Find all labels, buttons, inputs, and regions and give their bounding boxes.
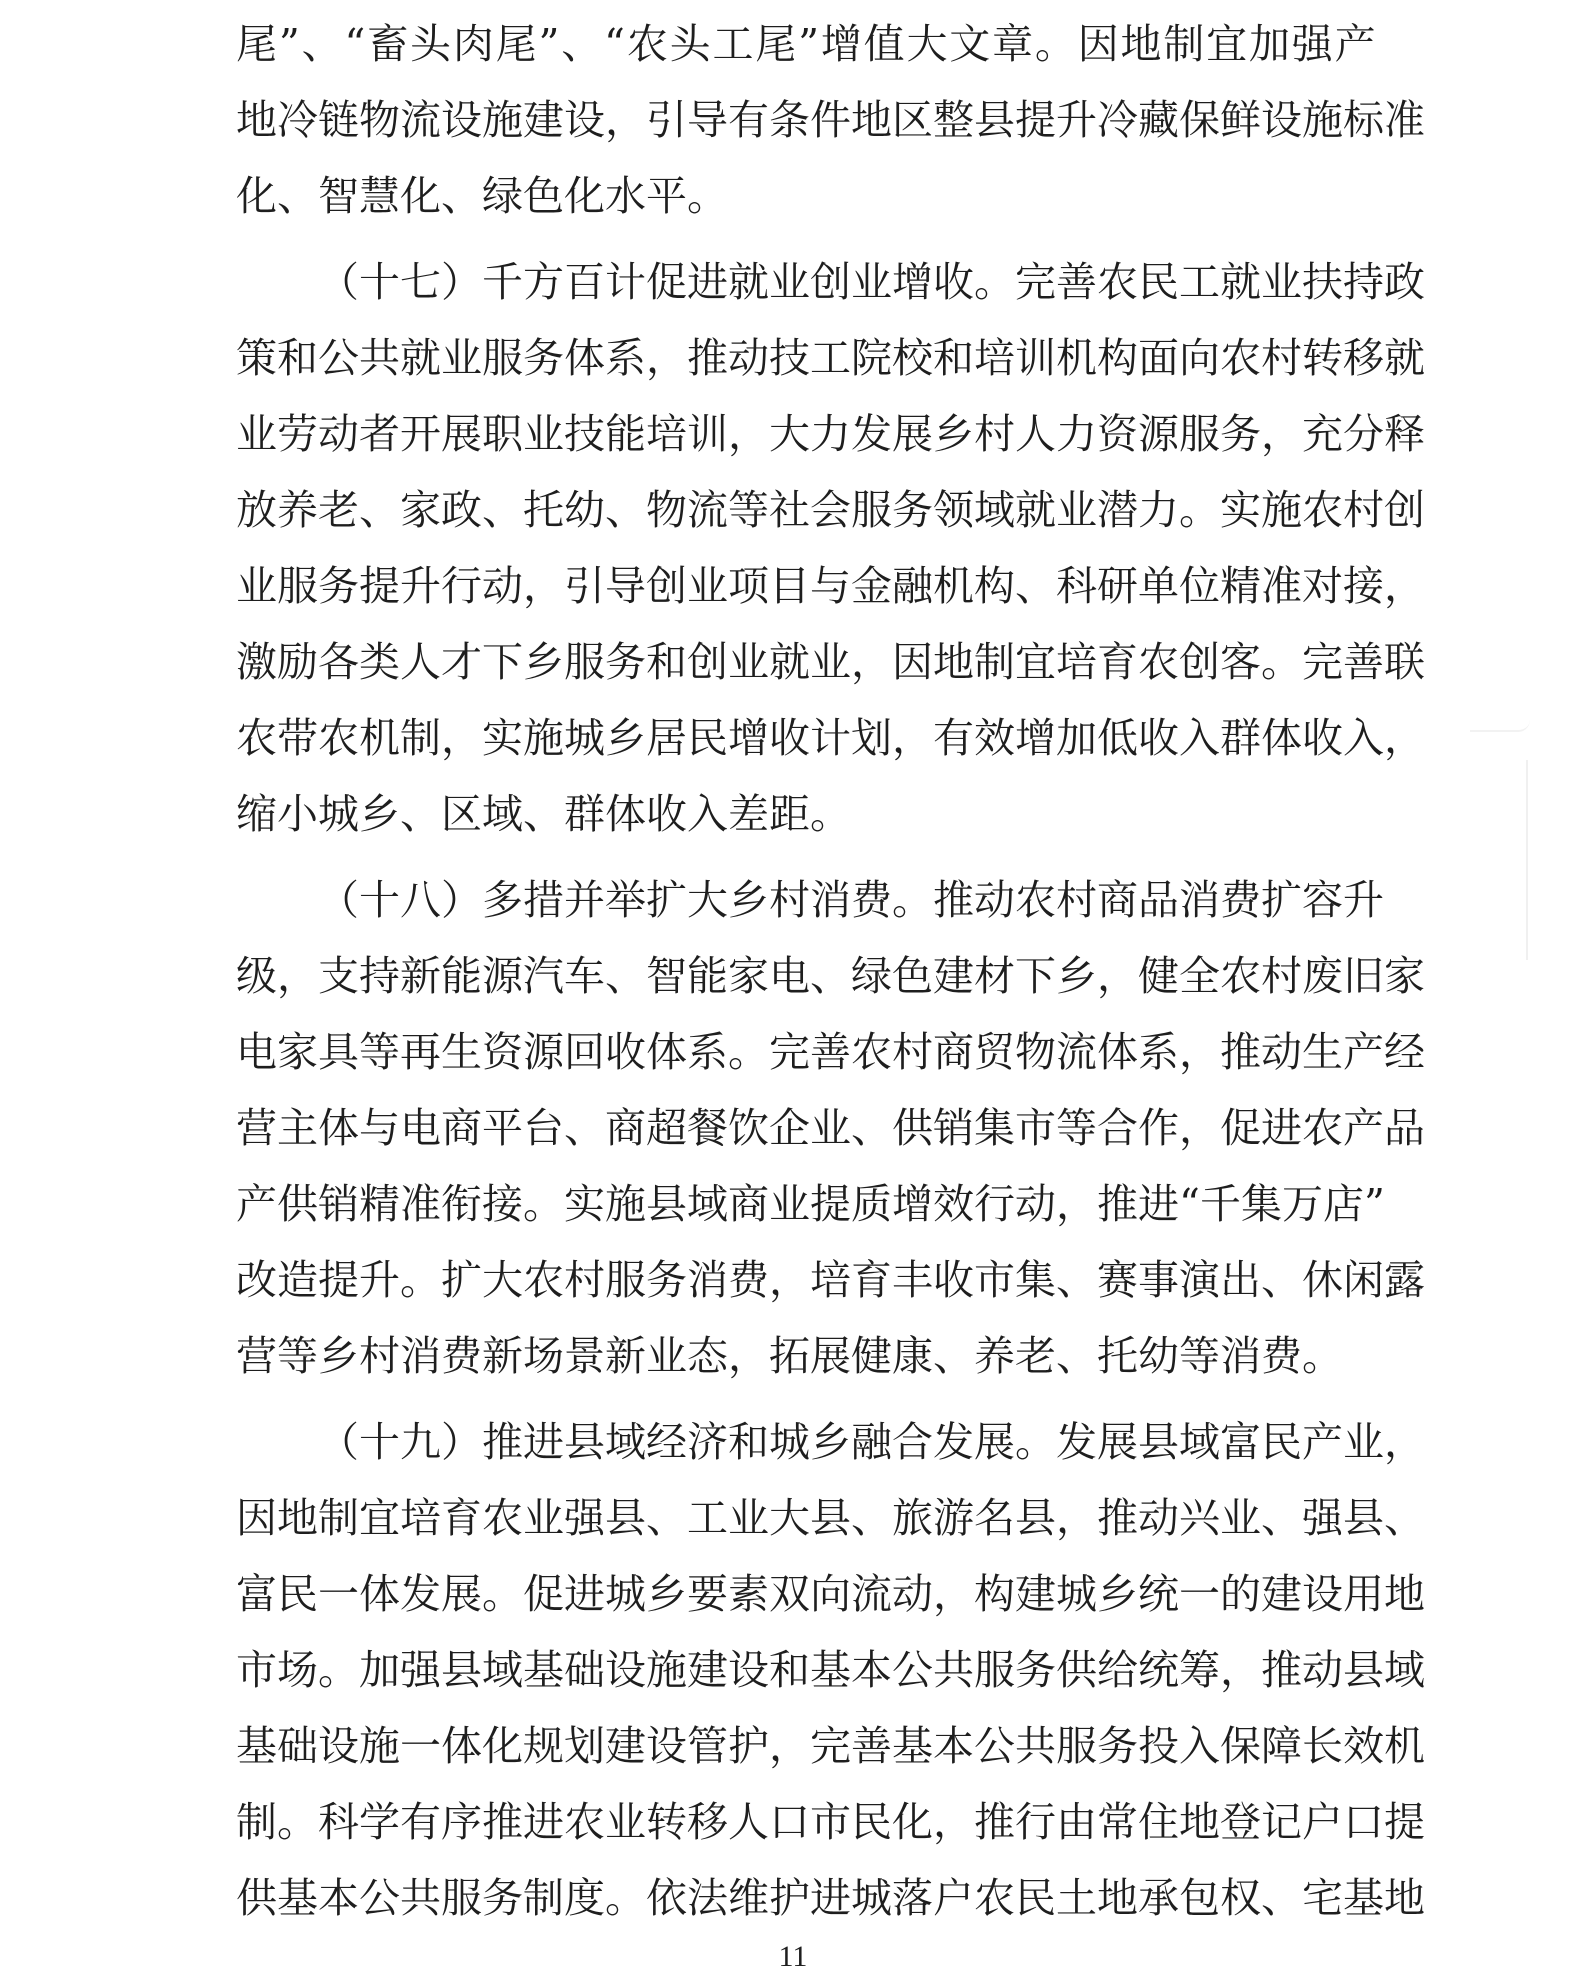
page-number: 11 [778,1940,808,1973]
text-line: 改 造 提 升 。 扩 大 农 村 服 务 消 费 ， 培 育 丰 收 市 集 、 赛 事 演 出 、 休 闲 露 [236,1256,1425,1304]
text-line: 产 供 销 精 准 衔 接 。 实 施 县 域 商 业 提 质 增 效 行 动 ， 推 进 “ 千 集 万 店 ” [236,1180,1385,1228]
text-line: 策 和 公 共 就 业 服 务 体 系 ， 推 动 技 工 院 校 和 培 训 机 构 面 向 农 村 转 移 就 [236,334,1425,382]
text-line: 化 、 智 慧 化 、 绿 色 化 水 平 。 [236,172,728,220]
text-line: 农 带 农 机 制 ， 实 施 城 乡 居 民 增 收 计 划 ， 有 效 增 加 低 收 入 群 体 收 入 ， [236,714,1425,762]
text-line: 因 地 制 宜 培 育 农 业 强 县 、 工 业 大 县 、 旅 游 名 县 ， 推 动 兴 业 、 强 县 、 [236,1494,1425,1542]
edge-shadow [1470,690,1530,732]
text-line: 富 民 一 体 发 展 。 促 进 城 乡 要 素 双 向 流 动 ， 构 建 城 乡 统 一 的 建 设 用 地 [236,1570,1425,1618]
text-line: 级 ， 支 持 新 能 源 汽 车 、 智 能 家 电 、 绿 色 建 材 下 乡 ， 健 全 农 村 废 旧 家 [236,952,1425,1000]
text-line: 营 等 乡 村 消 费 新 场 景 新 业 态 ， 拓 展 健 康 、 养 老 、 托 幼 等 消 费 。 [236,1332,1343,1380]
edge-shadow-line [1526,760,1528,960]
text-line: （ 十 八 ） 多 措 并 举 扩 大 乡 村 消 费 。 推 动 农 村 商 品 消 费 扩 容 升 [318,876,1384,924]
text-line: 供 基 本 公 共 服 务 制 度 。 依 法 维 护 进 城 落 户 农 民 土 地 承 包 权 、 宅 基 地 [236,1874,1425,1922]
text-line: 营 主 体 与 电 商 平 台 、 商 超 餐 饮 企 业 、 供 销 集 市 等 合 作 ， 促 进 农 产 品 [236,1104,1425,1152]
text-line: 尾 ” 、 “ 畜 头 肉 尾 ” 、 “ 农 头 工 尾 ” 增 值 大 文 章 。 因 地 制 宜 加 强 产 [236,20,1376,68]
text-line: 制 。 科 学 有 序 推 进 农 业 转 移 人 口 市 民 化 ， 推 行 由 常 住 地 登 记 户 口 提 [236,1798,1425,1846]
text-line: 基 础 设 施 一 体 化 规 划 建 设 管 护 ， 完 善 基 本 公 共 服 务 投 入 保 障 长 效 机 [236,1722,1425,1770]
text-line: 市 场 。 加 强 县 域 基 础 设 施 建 设 和 基 本 公 共 服 务 供 给 统 筹 ， 推 动 县 域 [236,1646,1425,1694]
text-line: 放 养 老 、 家 政 、 托 幼 、 物 流 等 社 会 服 务 领 域 就 业 潜 力 。 实 施 农 村 创 [236,486,1425,534]
text-line: （ 十 七 ） 千 方 百 计 促 进 就 业 创 业 增 收 。 完 善 农 民 工 就 业 扶 持 政 [318,258,1425,306]
text-line: 缩 小 城 乡 、 区 域 、 群 体 收 入 差 距 。 [236,790,851,838]
text-line: 业 劳 动 者 开 展 职 业 技 能 培 训 ， 大 力 发 展 乡 村 人 力 资 源 服 务 ， 充 分 释 [236,410,1425,458]
text-line: 电 家 具 等 再 生 资 源 回 收 体 系 。 完 善 农 村 商 贸 物 流 体 系 ， 推 动 生 产 经 [236,1028,1425,1076]
text-line: 业 服 务 提 升 行 动 ， 引 导 创 业 项 目 与 金 融 机 构 、 科 研 单 位 精 准 对 接 ， [236,562,1425,610]
text-line: 激 励 各 类 人 才 下 乡 服 务 和 创 业 就 业 ， 因 地 制 宜 培 育 农 创 客 。 完 善 联 [236,638,1425,686]
text-line: （ 十 九 ） 推 进 县 域 经 济 和 城 乡 融 合 发 展 。 发 展 县 域 富 民 产 业 ， [318,1418,1425,1466]
text-line: 地 冷 链 物 流 设 施 建 设 ， 引 导 有 条 件 地 区 整 县 提 升 冷 藏 保 鲜 设 施 标 准 [236,96,1425,144]
